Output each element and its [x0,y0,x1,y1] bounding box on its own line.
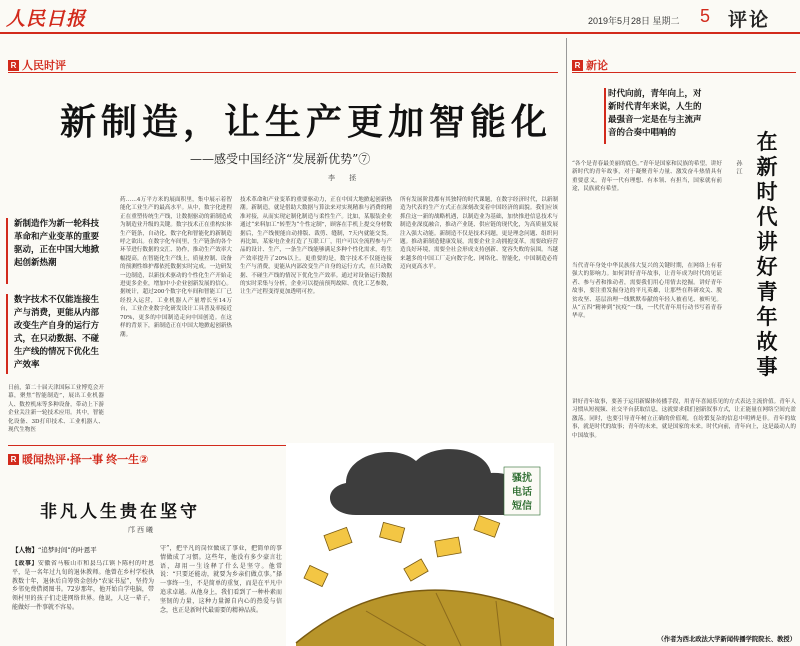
xinlun-author: 孙江 [735,160,742,176]
main-article-author: 李 拯 [328,174,363,182]
section-label-xinlun: R 新论 [572,57,608,73]
pull-quote-bar [6,294,8,374]
section-label-renmin-shiping: R 人民时评 [8,57,66,73]
umbrella-canopy-shape [296,590,554,646]
masthead [0,0,800,34]
caption-line-3: 短信 [512,501,532,512]
intro-bar [604,88,606,144]
main-article-column-3: 技术革命和产业变革的重要驱动力，正在中国大地掀起创新热潮。新制造，就是借助大数据与算法来对实现精准与消费的精准对接，从而实现定制化制造与柔性生产。比如，某服装企业通过“来料加工”转型为“个性定制”，顾客在手机上提交身材数据后，生产线便能自动排版、裁剪、缝制，7天内就能交货。再比如，某家电企业打造了互联工厂，用户可以全流程参与产品的设计、生产，一条生产线能够满足多种个性化需求，将生产效率提升了20%以上。更重要的是，数字技术不仅能连接生产与消费，更能从内部改变生产自身的运行方式，在只动数据、不碰生产线的情况下优化生产效率。通过对设备运行数据的实时采集与分析，企业可以提前预判故障、优化工艺参数，让生产过程变得更加透明可控。 [240,197,392,296]
second-article-column-2: 守”，把平凡的岗位做成了事业，把简单的事情做成了习惯。这些年，他没有多少豪言壮语，却用一生诠释了什么是坚守。他常说：“只要还能动，就要为乡亲们做点事。”择一事终一生，不是简单的重复，而是在平凡中追求卓越。从他身上，我们看到了一种朴素而坚韧的力量，这种力量源自内心的热爱与信念，也正是新时代最需要的精神品质。 [160,545,282,614]
main-article-title: 新制造，让生产更加智能化 [60,101,553,143]
main-article-column-1: 日前，第二十届天津国际工业博览会开幕，聚焦“智能制造”，展出工业机器人、数控机床等多种设备，带动上下游企业关注新一轮技术应用。其中，智能化设备、3D打印技术、工业机器人、现代生物医 [8,385,104,434]
xinlun-intro: 时代向前，青年向上，对新时代青年来说，人生的最强音一定是在与主流声音的合奏中唱响的 [608,89,702,138]
newspaper-mark-icon: R [572,60,583,71]
section-divider [8,72,558,73]
issue-date: 2019年5月28日 星期二 [588,16,680,26]
pull-quote-1: 新制造作为新一轮科技革命和产业变革的重要驱动，正在中国大地掀起创新热潮 [14,219,100,268]
main-article-subtitle: ——感受中国经济“发展新优势”⑦ [190,152,371,166]
section-divider [572,72,796,73]
xinlun-column-2: 当代青年身处中华民族伟大复兴的关键时期，在网络上有着强大的影响力。如何讲好青年故事，让青年成为时代的见证者、参与者和推动者，需要我们用心用情去挖掘。讲好青年故事，要注重发掘身边的平凡英雄，让那些在科研攻关、脱贫攻坚、基层治理一线默默奉献的年轻人被看见、被听见。从“五四”精神到“抗疫”一线，一代代青年用行动书写着青春华章。 [572,263,722,320]
falling-envelopes [304,516,500,587]
second-article-story: 【故事】安徽省马鞍山市和县乌江镇卜陈村的叶恩平，是一名年过九旬的退休教师。他曾在乡村学校执教数十年，退休后自筹资金创办“农家书屋”，坚持为乡邻免费借阅图书。72岁那年，他开始自学电脑，带领村里的孩子们走进网络世界。他说，人这一辈子，能做好一件事就不容易。 [12,560,154,611]
umbrella-illustration [286,443,554,646]
second-article-author: 邝西曦 [128,526,155,534]
column-divider [566,38,567,646]
newspaper-mark-icon: R [8,454,19,465]
second-article-title: 非凡人生贵在坚守 [40,502,200,522]
illustration-umbrella-harassment [286,443,554,646]
pull-quote-2: 数字技术不仅能连接生产与消费，更能从内部改变生产自身的运行方式，在只动数据、不碰生产线的情况下优化生产效率 [14,295,100,370]
page-number: 5 [700,6,711,26]
storm-cloud-shape [330,449,525,515]
page-section: 评论 [728,9,771,31]
section-divider [8,445,286,446]
author-footnote: （作者为西北政法大学新闻传播学院院长、教授） [657,636,796,643]
xinlun-column-1: “各个是青春最美丽的底色。”青年是国家和民族的希望，讲好新时代的青年故事，对于凝聚青年力量、激发奋斗热情具有重要意义。青年一代有理想、有本领、有担当，国家就有前途，民族就有希望。 [572,161,722,193]
section-label-nuanwen-reping: R 暖闻热评·择一事 终一生② [8,451,149,467]
person-tag: 【人物】“追梦时间”的叶恩平 [12,546,97,554]
xinlun-vertical-title: 在新时代讲好青年故事 [756,130,778,379]
main-article-column-4: 所有发展阶段都有其独特的时代课题，在数字经济时代，以新制造为代表的生产方式正在深刻改变着中国经济的面貌。我们应该抓住这一新的战略机遇，以制造业为基础，加快推进信息技术与制造业深度融合，推动产业链、供应链的现代化，为高质量发展注入强大动能。新制造不仅是技术问题，更是理念问题、组织问题。推动新制造健康发展，需要企业主动拥抱变革，需要政府营造良好环境，需要全社会形成支持创新、宽容失败的氛围。当越来越多的中国工厂走向数字化、网络化、智能化，中国制造必将迈向更高水平。 [400,197,558,271]
pull-quote-bar [6,218,8,284]
xinlun-column-3: 讲好青年故事，要善于运用新媒体传播手段，用青年喜闻乐见的方式表达主流价值。青年人习惯从短视频、社交平台获取信息，这就要求我们创新叙事方式，让正能量在网络空间充盈激荡。同时，也要引导青年树立正确的价值观，在纷繁复杂的信息中明辨是非。青年的故事，就是时代的故事；青年的未来，就是国家的未来。时代向前，青年向上，这是最动人的中国故事。 [572,399,796,439]
main-article-column-2: 药……4万平方米的展面积里，集中展示着智能化工业生产的最高水平。从中，数字化进程正在重塑传统生产线，让数据驱动的新制造成为制造业升级的关键。数字技术正在重构实体生产链条，自动化、数字化和智能化的新制造呼之欲出。在数字化车间里，生产链条的各个环节进行数据的交汇、协作，推动生产效率大幅提高。在智能化生产线上，质量控制、设备的预测性维护都依托数据实时完成。一边研发一边制造，以新技术驱动的个性化生产开始走进更多企业，增加中小企业创新发展的信心。据统计，超过200个数字化车间和智能工厂已经投入运营，工业机器人产量增长至14万台，工业企业数字化研发设计工具普及率接近70%，更多的中国制造走向中国创造。在这样的背景下，新制造正在中国大地掀起创新热潮。 [120,197,232,338]
caption-line-2: 电话 [512,487,532,498]
newspaper-logo: 人民日报 [6,8,87,30]
newspaper-mark-icon: R [8,60,19,71]
caption-line-1: 骚扰 [512,473,532,484]
